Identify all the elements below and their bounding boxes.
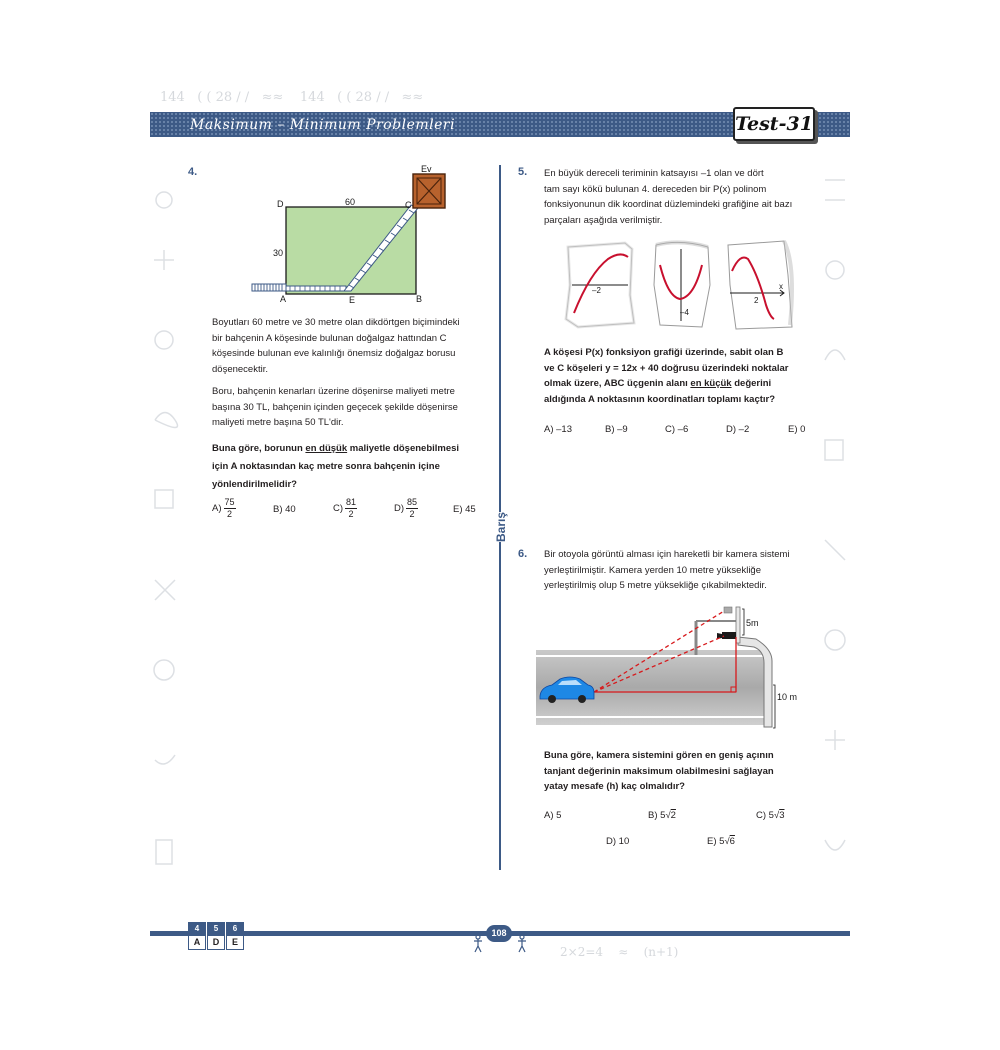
q4-choice-a[interactable]: A) $\frac{75}{2}$ [212, 497, 235, 519]
q6-choice-a[interactable]: A) 5 [544, 810, 562, 821]
answer-key-answer: D [207, 935, 225, 950]
q5-paragraph: En büyük dereceli teriminin katsayısı –1 olan ve dört tam sayı kökü bulunan 4. dereceden bir P(x) polinom fonksiyonunun dik koordinat düzlemindeki grafiğine ait bazı parçaları aşağıda verilmiştir. [544, 168, 793, 226]
q6-choice-e[interactable]: E) 5√6 [707, 836, 735, 847]
q6-choice-c[interactable]: C) 5√3 [756, 810, 785, 821]
left-margin-doodles [150, 140, 180, 920]
footer-doodles: 2×2=4 ≈ (n+1) [560, 945, 679, 959]
answer-key-answer: A [188, 935, 206, 950]
answer-key-number: 4 [188, 922, 206, 935]
question-6-number: 6. [518, 548, 528, 560]
q4-paragraph-2: Boru, bahçenin kenarları üzerine döşenirse maliyeti metre başına 30 TL, bahçenin içinden geçecek şekilde döşenirse maliyeti metre başına 50 TL'dir. [212, 386, 458, 428]
background-doodles: 144 ( ( 28 / / ≈≈ 144 ( ( 28 / / ≈≈ [160, 90, 424, 105]
q5-choice-d[interactable]: D) –2 [726, 424, 750, 435]
top-length-label: 60 [345, 197, 356, 207]
answer-key-number: 5 [207, 922, 225, 935]
point-c-label: C [405, 200, 412, 210]
graph-piece-3 [728, 241, 792, 329]
q4-paragraph-1: Boyutları 60 metre ve 30 metre olan dikdörtgen biçimindeki bir bahçenin A köşesinde bulunan doğalgaz hattından C köşesinde bulunan eve kalınlığı önemsiz doğalgaz borusu döşenecektir. [212, 317, 460, 375]
q4-choice-e[interactable]: E) 45 [453, 504, 476, 515]
house-icon [413, 174, 445, 208]
page-title: Maksimum – Minimum Problemleri [190, 117, 456, 133]
graph-label-2: 2 [754, 296, 759, 305]
q6-highway-figure [536, 603, 816, 733]
page-number: 108 [486, 925, 512, 942]
point-b-label: B [416, 294, 423, 304]
q6-choice-b[interactable]: B) 5√2 [648, 810, 676, 821]
q4-choice-b[interactable]: B) 40 [273, 504, 296, 515]
question-4-number: 4. [188, 166, 198, 178]
answer-key [188, 922, 244, 950]
brand-logo: Barış [494, 511, 508, 542]
point-e-label: E [349, 295, 356, 305]
q4-choice-c[interactable]: C) $\frac{81}{2}$ [333, 497, 357, 519]
right-margin-doodles [820, 140, 850, 920]
test-label: Test-31 [733, 107, 815, 141]
side-length-label: 30 [273, 248, 284, 258]
q5-choice-c[interactable]: C) –6 [665, 424, 689, 435]
label-10m: 10 m [777, 692, 798, 702]
q5-choice-b[interactable]: B) –9 [605, 424, 628, 435]
sqrt-symbol: √ [724, 836, 730, 847]
q6-choice-d[interactable]: D) 10 [606, 836, 630, 847]
answer-key-number: 6 [226, 922, 244, 935]
q6-question: Buna göre, kamera sistemini gören en geniş açının tanjant değerinin maksimum olabilmesini sağlayan yatay mesafe (h) kaç olmalıdır? [544, 750, 774, 792]
graph-label-x: x [779, 282, 783, 291]
camera-icon [717, 607, 736, 639]
q5-question: A köşesi P(x) fonksiyon grafiği üzerinde, sabit olan B ve C köşeleri y = 12x + 40 doğrusu üzerindeki noktalar olmak üzere, ABC üçgenin alanı en küçük değerini aldığında A noktasının koordinatları toplamı kaçtır? [544, 347, 789, 405]
sqrt-symbol: √ [773, 810, 780, 821]
graph-piece-2 [654, 242, 710, 327]
sqrt-symbol: √ [665, 810, 671, 821]
point-d-label: D [277, 199, 284, 209]
graph-piece-1 [566, 243, 634, 327]
label-5m: 5m [746, 618, 759, 628]
q5-graph-pieces [560, 235, 800, 335]
point-a-label: A [280, 294, 287, 304]
q5-choice-a[interactable]: A) –13 [544, 424, 572, 435]
q4-choice-d[interactable]: D) $\frac{85}{2}$ [394, 497, 418, 519]
answer-key-answer: E [226, 935, 244, 950]
garden-rectangle [286, 207, 416, 294]
q6-paragraph: Bir otoyola görüntü alması için hareketli bir kamera sistemi yerleştirilmiştir. Kamera yerden 10 metre yüksekliğe yerleştirilmiş olup 5 metre yüksekliğe çıkabilmektedir. [544, 549, 790, 591]
q4-garden-figure [245, 160, 460, 310]
q4-question: Buna göre, borunun en düşük maliyetle döşenebilmesi için A noktasından kaç metre sonra bahçenin içine yönlendirilmelidir? [212, 443, 460, 490]
graph-label-neg2: –2 [592, 286, 601, 295]
q5-choice-e[interactable]: E) 0 [788, 424, 806, 435]
house-label: Ev [421, 164, 432, 174]
graph-label-neg4: –4 [680, 308, 689, 317]
question-5-number: 5. [518, 166, 528, 178]
